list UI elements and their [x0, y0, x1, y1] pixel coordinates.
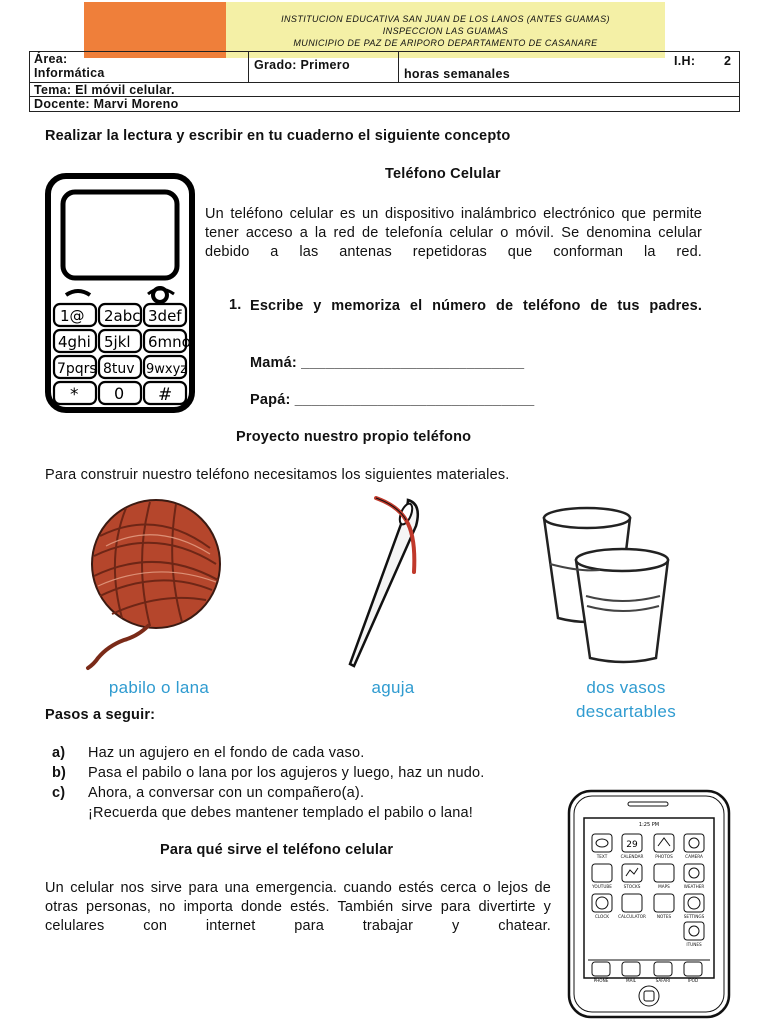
app-label: WEATHER: [683, 884, 705, 889]
status-time: 1:25 PM: [638, 822, 660, 828]
key-3: 3def: [148, 307, 182, 325]
key-1: 1@: [60, 307, 85, 325]
cups-illustration: [540, 498, 672, 666]
app-label: CALCULATOR: [618, 914, 646, 919]
app-label: CALENDAR: [620, 854, 644, 859]
header-line-3: MUNICIPIO DE PAZ DE ARIPORO DEPARTAMENTO DE CASANARE: [293, 38, 598, 48]
list-item: [52, 744, 364, 763]
step-marker: b): [52, 765, 67, 781]
step-marker: c): [52, 785, 66, 801]
area-label: Área:: [34, 52, 68, 66]
key-6: 6mno: [148, 333, 191, 351]
key-hash: #: [158, 385, 173, 405]
yarn-label: pabilo o lana: [108, 678, 210, 697]
section-title: Teléfono Celular: [385, 166, 501, 182]
app-label: CLOCK: [594, 914, 610, 919]
info-row-1: [30, 52, 739, 83]
docente-label: Docente: Marvi Moreno: [34, 97, 179, 111]
app-label: YOUTUBE: [592, 884, 612, 889]
header-line-1: INSTITUCION EDUCATIVA SAN JUAN DE LOS LANOS (ANTES GUAMAS): [281, 14, 610, 24]
smartphone-illustration: [566, 788, 732, 1020]
cups-label-line1: dos vasos: [586, 678, 666, 697]
dock-label: PHONE: [593, 978, 609, 983]
dock-label: MAIL: [625, 978, 637, 983]
key-4: 4ghi: [58, 333, 91, 351]
list-item: [52, 784, 364, 803]
instruction-text: Realizar la lectura y escribir en tu cuaderno el siguiente concepto: [45, 128, 511, 144]
needle-illustration: [326, 490, 436, 672]
cups-label-line2: descartables: [576, 702, 676, 721]
calendar-day: 29: [626, 840, 638, 850]
app-label: CAMERA: [685, 854, 703, 859]
purpose-title: Para qué sirve el teléfono celular: [160, 842, 394, 858]
info-table: [29, 51, 740, 112]
header-line-2: INSPECCION LAS GUAMAS: [382, 26, 509, 36]
ih-label: I.H:: [674, 54, 696, 68]
info-row-docente: [30, 97, 739, 111]
needle-label: aguja: [371, 678, 415, 697]
app-label: TEXT: [596, 854, 608, 859]
app-label: NOTES: [656, 914, 672, 919]
project-title: Proyecto nuestro propio teléfono: [236, 429, 472, 445]
app-label: PHOTOS: [655, 854, 673, 859]
grado-label: Grado: Primero: [254, 58, 350, 72]
key-5: 5jkl: [104, 333, 131, 351]
yarn-ball-illustration: [76, 496, 236, 672]
app-label: STOCKS: [623, 884, 641, 889]
horas-label: horas semanales: [404, 67, 510, 81]
info-row-tema: [30, 83, 739, 97]
dock-label: SAFARI: [655, 978, 671, 983]
app-label: MAPS: [658, 884, 670, 889]
definition-paragraph: Un teléfono celular es un dispositivo inalámbrico electrónico que permite tener acceso a la red de telefonía celular o móvil. Se denomina celular debido a las antenas repetidoras que conforman la red.: [205, 206, 702, 260]
classic-phone-illustration: [44, 172, 196, 414]
purpose-paragraph: Un celular nos sirve para una emergencia. cuando estés cerca o lejos de otras personas, no importa donde estés. También sirve para divertirte y celulares con internet para trabajar y chatear.: [45, 880, 551, 934]
list-item: [52, 764, 485, 783]
key-8: 8tuv: [103, 361, 135, 377]
dock-label: IPOD: [687, 978, 699, 983]
header-logo-block: [84, 2, 226, 58]
papa-field: Papá: _____________________________: [250, 392, 535, 408]
app-label: ITUNES: [686, 942, 702, 947]
ih-value: 2: [724, 54, 732, 68]
exercise-number: 1.: [229, 297, 242, 313]
key-star: *: [70, 385, 79, 405]
app-label: SETTINGS: [683, 914, 705, 919]
step-marker: a): [52, 745, 66, 761]
step-text: Haz un agujero en el fondo de cada vaso.: [88, 745, 365, 761]
step-text: Ahora, a conversar con un compañero(a).: [88, 785, 365, 801]
reminder-text: ¡Recuerda que debes mantener templado el pabilo o lana!: [88, 805, 474, 821]
key-2: 2abc: [104, 307, 141, 325]
steps-title: Pasos a seguir:: [45, 707, 156, 723]
area-value: Informática: [34, 66, 105, 80]
tema-label: Tema: El móvil celular.: [34, 83, 175, 97]
key-9: 9wxyz: [146, 362, 188, 377]
exercise-text: Escribe y memoriza el número de teléfono de tus padres.: [250, 298, 702, 314]
materials-intro: Para construir nuestro teléfono necesitamos los siguientes materiales.: [45, 467, 510, 483]
step-text: Pasa el pabilo o lana por los agujeros y luego, haz un nudo.: [88, 765, 485, 781]
key-7: 7pqrs: [57, 361, 97, 377]
key-0: 0: [114, 384, 125, 403]
header-banner: [226, 2, 665, 58]
mama-field: Mamá: ___________________________: [250, 355, 525, 371]
